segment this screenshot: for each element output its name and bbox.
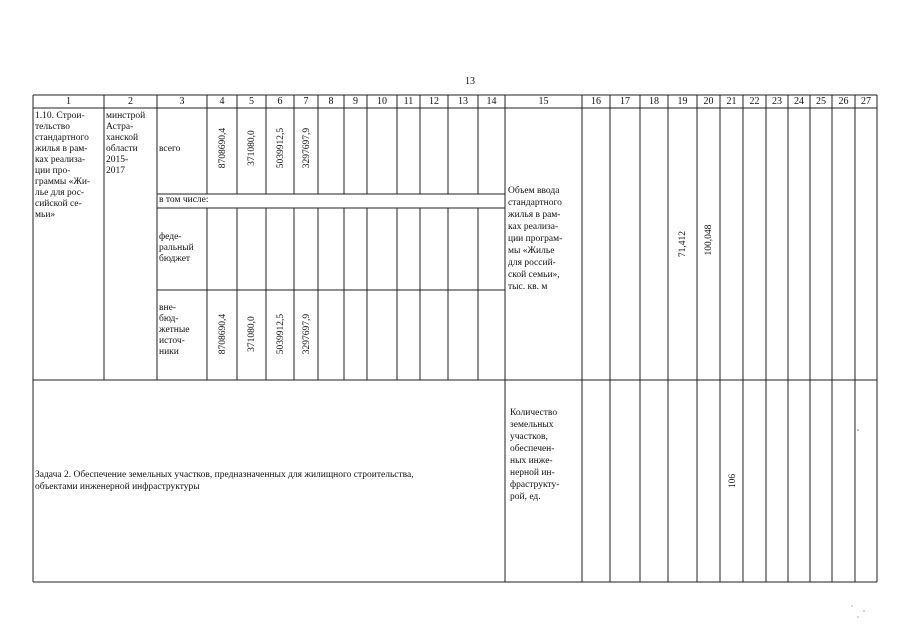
page-number: 13 [465, 76, 475, 87]
measure-name-line: мьи» [35, 210, 56, 220]
land-value-col21: 106 [728, 473, 738, 489]
executor-line: ханской [106, 133, 139, 143]
extra-budget-label-line: вне- [159, 303, 176, 313]
extra-budget-label-line: бюд- [159, 314, 179, 324]
total-value-col6: 5039912,5 [276, 127, 286, 169]
task2-title-line: объектами инженерной инфраструктуры [35, 482, 200, 492]
col-header-25: 25 [816, 96, 826, 107]
col-header-8: 8 [328, 96, 334, 107]
extra-budget-value-col4: 8708690,4 [218, 313, 228, 355]
extra-budget-value-col7: 3297697,9 [302, 313, 312, 355]
col-header-11: 11 [403, 96, 414, 107]
col-header-21: 21 [726, 96, 737, 107]
federal-label-line: феде- [159, 232, 182, 242]
col-header-9: 9 [353, 96, 358, 107]
indicator-housing-line: мы «Жилье [508, 246, 555, 256]
col-header-26: 26 [838, 96, 849, 107]
indicator-land-line: земельных [510, 420, 554, 430]
federal-label-line: бюджет [159, 254, 191, 264]
executor-line: 2017 [106, 166, 125, 176]
total-label: всего [159, 144, 181, 154]
measure-name-line: тельство [35, 122, 70, 132]
measure-name-line: 1.10. Строи- [35, 111, 85, 121]
housing-value-col20: 100,048 [704, 224, 714, 256]
measure-name-line: граммы «Жи- [35, 177, 91, 187]
indicator-land-line: обеспечен- [510, 444, 555, 454]
indicator-land-line: ных инже- [510, 456, 553, 466]
indicator-land-line: Количество [510, 408, 558, 418]
executor-line: Астра- [106, 122, 134, 132]
indicator-land-line: фраструкту- [510, 480, 560, 490]
col-header-16: 16 [591, 96, 601, 107]
col-header-4: 4 [219, 96, 225, 107]
indicator-housing-line: стандартного [508, 198, 562, 208]
col-header-2: 2 [128, 96, 133, 107]
including-label: в том числе: [159, 195, 209, 205]
extra-budget-label-line: источ- [159, 336, 185, 346]
col-header-24: 24 [794, 96, 804, 107]
measure-name-line: жилья в рам- [35, 144, 88, 154]
col-header-27: 27 [861, 96, 871, 107]
col-header-19: 19 [677, 96, 688, 107]
task2-title-line: Задача 2. Обеспечение земельных участков, предназначенных для жилищного строительства, [35, 470, 414, 480]
indicator-land-line: нерной ин- [510, 468, 555, 478]
col-header-10: 10 [377, 96, 387, 107]
measure-name-line: лье для рос- [35, 188, 85, 198]
total-value-col4: 8708690,4 [218, 127, 228, 169]
indicator-housing-line: Объем ввода [508, 186, 560, 196]
indicator-housing-line: ции програм- [508, 234, 563, 244]
col-header-3: 3 [179, 96, 185, 107]
indicator-land-line: рой, ед. [510, 492, 541, 502]
extra-budget-value-col5: 371080,0 [247, 316, 257, 352]
executor-line: минстрой [106, 111, 146, 121]
indicator-housing-line: ской семьи», [508, 270, 560, 280]
measure-name-line: ках реализа- [35, 155, 86, 165]
col-header-5: 5 [249, 96, 254, 107]
executor-line: 2015- [106, 155, 129, 165]
indicator-housing-line: ках реализа- [508, 222, 559, 232]
indicator-housing-line: жилья в рам- [508, 210, 561, 220]
extra-budget-value-col6: 5039912,5 [276, 313, 286, 355]
col-header-12: 12 [429, 96, 439, 107]
total-value-col5: 371080,0 [247, 130, 257, 166]
extra-budget-label-line: жетные [159, 325, 190, 335]
col-header-1: 1 [66, 96, 71, 107]
federal-label-line: ральный [159, 243, 194, 253]
measure-name-line: стандартного [35, 133, 89, 143]
col-header-22: 22 [749, 96, 760, 107]
col-header-17: 17 [620, 96, 630, 107]
col-header-20: 20 [703, 96, 714, 107]
indicator-land-line: участков, [510, 432, 548, 442]
col-header-7: 7 [303, 96, 309, 107]
col-header-6: 6 [277, 96, 283, 107]
indicator-housing-line: для россий- [508, 258, 556, 268]
col-header-13: 13 [458, 96, 468, 107]
col-header-18: 18 [649, 96, 659, 107]
col-header-14: 14 [486, 96, 497, 107]
executor-line: области [106, 144, 138, 154]
measure-name-line: ции про- [35, 166, 71, 176]
extra-budget-label-line: ники [159, 347, 179, 357]
indicator-housing-line: тыс. кв. м [508, 282, 548, 292]
total-value-col7: 3297697,9 [302, 127, 312, 169]
measure-name-line: сийской се- [35, 199, 82, 209]
col-header-15: 15 [538, 96, 549, 107]
col-header-23: 23 [772, 96, 782, 107]
housing-value-col19: 71,412 [678, 230, 688, 258]
